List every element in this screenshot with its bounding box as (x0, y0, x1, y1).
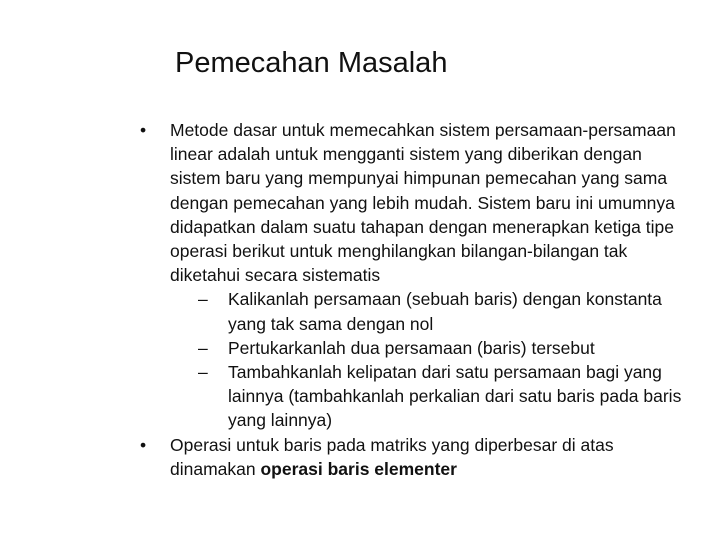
bold-term: operasi baris elementer (260, 458, 457, 479)
bullet-marker: • (140, 434, 147, 455)
sub-item (170, 336, 690, 360)
sub-item (170, 360, 690, 433)
bullet-item (140, 118, 690, 287)
slide-content (140, 118, 690, 481)
bullet-text: Metode dasar untuk memecahkan sistem persamaan-persamaan linear adalah untuk mengganti sistem yang diberikan dengan sistem baru yang mempunyai himpunan pemecahan yang sama dengan pemecahan yang lebih mudah. Sistem baru ini umumnya didapatkan dalam suatu tahapan dengan menerapkan ketiga tipe operasi berikut untuk menghilangkan bilangan-bilangan tak diketahui secara sistematis (170, 120, 676, 286)
sub-item-text: Kalikanlah persamaan (sebuah baris) dengan konstanta yang tak sama dengan nol (228, 289, 662, 334)
sub-item-text: Pertukarkanlah dua persamaan (baris) tersebut (228, 337, 595, 358)
bullet-text: Operasi untuk baris pada matriks yang diperbesar di atas dinamakan (170, 434, 614, 479)
dash-marker: – (198, 289, 208, 310)
slide-title: Pemecahan Masalah (175, 47, 448, 79)
dash-marker: – (198, 362, 208, 383)
sub-item (170, 287, 690, 335)
sub-item-text: Tambahkanlah kelipatan dari satu persamaan bagi yang lainnya (tambahkanlah perkalian dari satu baris pada baris yang lainnya) (228, 362, 682, 431)
bullet-marker: • (140, 120, 147, 140)
dash-marker: – (198, 337, 208, 358)
bullet-item (140, 433, 690, 481)
